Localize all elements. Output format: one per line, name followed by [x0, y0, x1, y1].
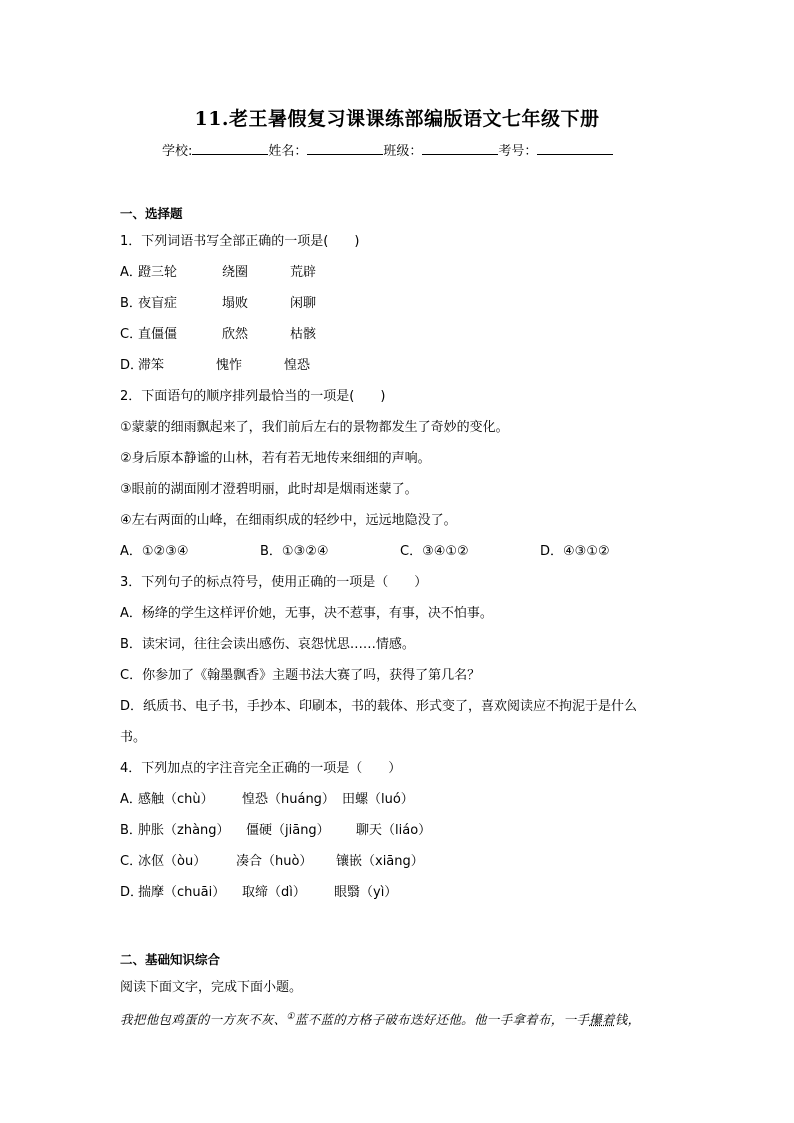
- q2-options: [120, 540, 610, 559]
- question-2-stem: 2．下面语句的顺序排列最恰当的一项是( ): [120, 389, 386, 404]
- exam-no-blank[interactable]: [537, 141, 613, 155]
- q2-option-a[interactable]: A．①②③④: [120, 544, 189, 559]
- class-label: 班级：: [383, 144, 423, 159]
- page-title: 11.老王暑假复习课课练部编版语文七年级下册: [194, 108, 600, 130]
- q1-option-a[interactable]: A．蹬三轮 绕圈 荒辟: [120, 265, 317, 280]
- q3-option-d-continued: 书。: [120, 730, 147, 745]
- question-3-stem: 3．下列句子的标点符号，使用正确的一项是（ ）: [120, 575, 428, 590]
- q4-option-c[interactable]: C．冰伛（òu） 凑合（huò） 镶嵌（xiāng）: [120, 854, 424, 869]
- q4-option-b[interactable]: B．肿胀（zhàng） 僵硬（jiāng） 聊天（liáo）: [120, 823, 432, 838]
- q3-option-d[interactable]: D．纸质书、电子书，手抄本、印刷本，书的载体、形式变了，喜欢阅读应不拘泥于是什么: [120, 699, 638, 714]
- class-blank[interactable]: [422, 141, 498, 155]
- q3-option-c[interactable]: C．你参加了《翰墨飘香》主题书法大赛了吗，获得了第几名？: [120, 668, 481, 683]
- footnote-marker: ①: [286, 1012, 295, 1022]
- school-label: 学校:: [162, 144, 193, 159]
- school-blank[interactable]: [192, 141, 268, 155]
- q2-sentence: ①蒙蒙的细雨飘起来了，我们前后左右的景物都发生了奇妙的变化。: [120, 420, 509, 435]
- q4-option-a[interactable]: A．感触（chù） 惶恐（huáng） 田螺（luó）: [120, 792, 414, 807]
- q2-option-c[interactable]: C．③④①②: [400, 544, 469, 559]
- q2-sentence: ②身后原本静谧的山林，若有若无地传来细细的声响。: [120, 451, 431, 466]
- question-4-stem: 4．下列加点的字注音完全正确的一项是（ ）: [120, 761, 402, 776]
- q2-option-b[interactable]: B．①③②④: [260, 544, 329, 559]
- reading-instruction: 阅读下面文字，完成下面小题。: [120, 980, 303, 995]
- name-blank[interactable]: [307, 141, 383, 155]
- q2-sentence: ④左右两面的山峰，在细雨织成的轻纱中，远远地隐没了。: [120, 513, 457, 528]
- student-info-line: [162, 140, 662, 159]
- q1-option-d[interactable]: D．滞笨 愧怍 惶恐: [120, 358, 311, 373]
- name-label: 姓名：: [268, 144, 308, 159]
- q2-option-d[interactable]: D．④③①②: [540, 544, 610, 559]
- q3-option-a[interactable]: A．杨绛的学生这样评价她，无事，决不惹事，有事，决不怕事。: [120, 606, 493, 621]
- q1-option-c[interactable]: C．直僵僵 欣然 枯骸: [120, 327, 317, 342]
- q2-sentence: ③眼前的湖面刚才澄碧明丽，此时却是烟雨迷蒙了。: [120, 482, 418, 497]
- section-heading: 一、选择题: [120, 206, 183, 221]
- section-heading: 二、基础知识综合: [120, 952, 221, 967]
- exam-no-label: 考号：: [498, 144, 538, 159]
- reading-passage: 我把他包鸡蛋的一方灰不灰、①蓝不蓝的方格子破布迭好还他。他一手拿着布，一手攥着钱，: [120, 1012, 641, 1027]
- q3-option-b[interactable]: B．读宋词，往往会读出感伤、哀怨忧思……情感。: [120, 637, 415, 652]
- q4-option-d[interactable]: D．揣摩（chuāi） 取缔（dì） 眼翳（yì）: [120, 885, 398, 900]
- dotted-word: 攥着: [589, 1012, 615, 1027]
- question-1-stem: 1．下列词语书写全部正确的一项是( ): [120, 234, 360, 249]
- q1-option-b[interactable]: B．夜盲症 塌败 闲聊: [120, 296, 317, 311]
